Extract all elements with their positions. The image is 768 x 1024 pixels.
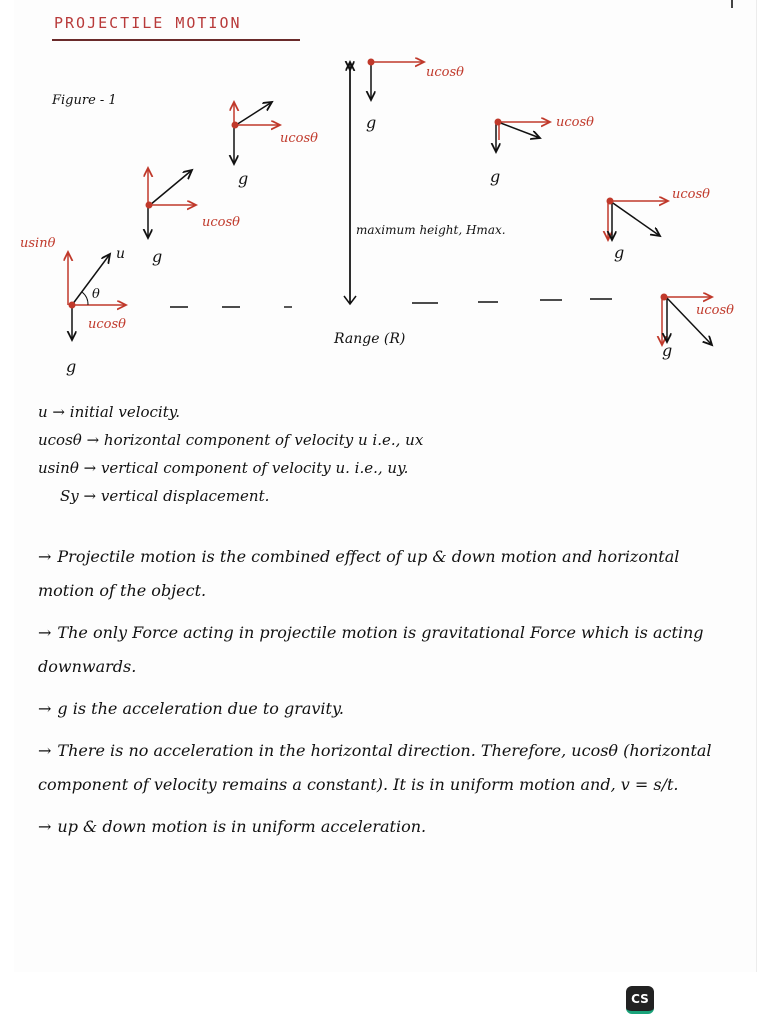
arrow-icon: → [38,817,52,836]
bullet-text-4: There is no acceleration in the horizontal direction. Therefore, ucosθ (horizontal component of velocity remains a constant). It is in uniform motion and, v = s/t. [38,741,712,794]
bullet-item-2 [38,616,738,684]
g-label-4: g [490,167,501,186]
bullet-text-5: up & down motion is in uniform acceleration. [57,817,427,836]
usin-label: usinθ [20,236,56,251]
bullet-text-1: Projectile motion is the combined effect of up & down motion and horizontal motion of the object. [38,547,680,600]
rising-point-1-vectors [146,168,197,238]
g-label-top: g [366,113,377,132]
g-label-1: g [66,357,77,376]
bullet-text-3: g is the acceleration due to gravity. [57,699,344,718]
bullet-item-3 [38,692,738,726]
bullet-item-4 [38,734,738,802]
theta-label: θ [92,287,100,302]
arrow-icon: → [38,699,52,718]
camscanner-logo-icon: CS [626,986,654,1014]
ucos-label-6: ucosθ [696,303,734,318]
bullet-item-5 [38,810,738,844]
g-label-2: g [152,247,163,266]
definition-vertical-component: usinθ → vertical component of velocity u. i.e., uy. [38,459,409,477]
range-label: Range (R) [334,331,406,347]
ucos-label-5: ucosθ [672,187,710,202]
falling-point-1-vectors [495,119,551,153]
projectile-diagram [0,0,768,390]
max-height-vectors [344,59,424,305]
g-label-5: g [614,243,625,262]
ucos-label-3: ucosθ [280,131,318,146]
bullet-item-1 [38,540,738,608]
u-label: u [116,246,126,262]
falling-point-2-vectors [607,198,669,241]
landing-point-vectors [661,294,713,346]
ucos-label-4: ucosθ [556,115,594,130]
g-label-3: g [238,169,249,188]
definition-initial-velocity: u → initial velocity. [38,403,181,421]
max-height-label: maximum height, Hmax. [356,223,506,237]
page-title: PROJECTILE MOTION [54,14,242,32]
ucos-label-top: ucosθ [426,65,464,80]
rising-point-2-vectors [232,102,281,164]
definition-horizontal-component: ucosθ → horizontal component of velocity u i.e., ux [38,431,424,449]
ground-dashes [170,299,612,307]
ucos-label-2: ucosθ [202,215,240,230]
g-label-6: g [662,341,673,360]
ucos-label-1: ucosθ [88,317,126,332]
definition-vertical-displacement: Sy → vertical displacement. [60,487,270,505]
arrow-icon: → [38,547,52,566]
notes-section [38,398,738,844]
bullet-text-2: The only Force acting in projectile motion is gravitational Force which is acting downwards. [38,623,704,676]
arrow-icon: → [38,741,52,760]
figure-label: Figure - 1 [52,93,117,108]
arrow-icon: → [38,623,52,642]
